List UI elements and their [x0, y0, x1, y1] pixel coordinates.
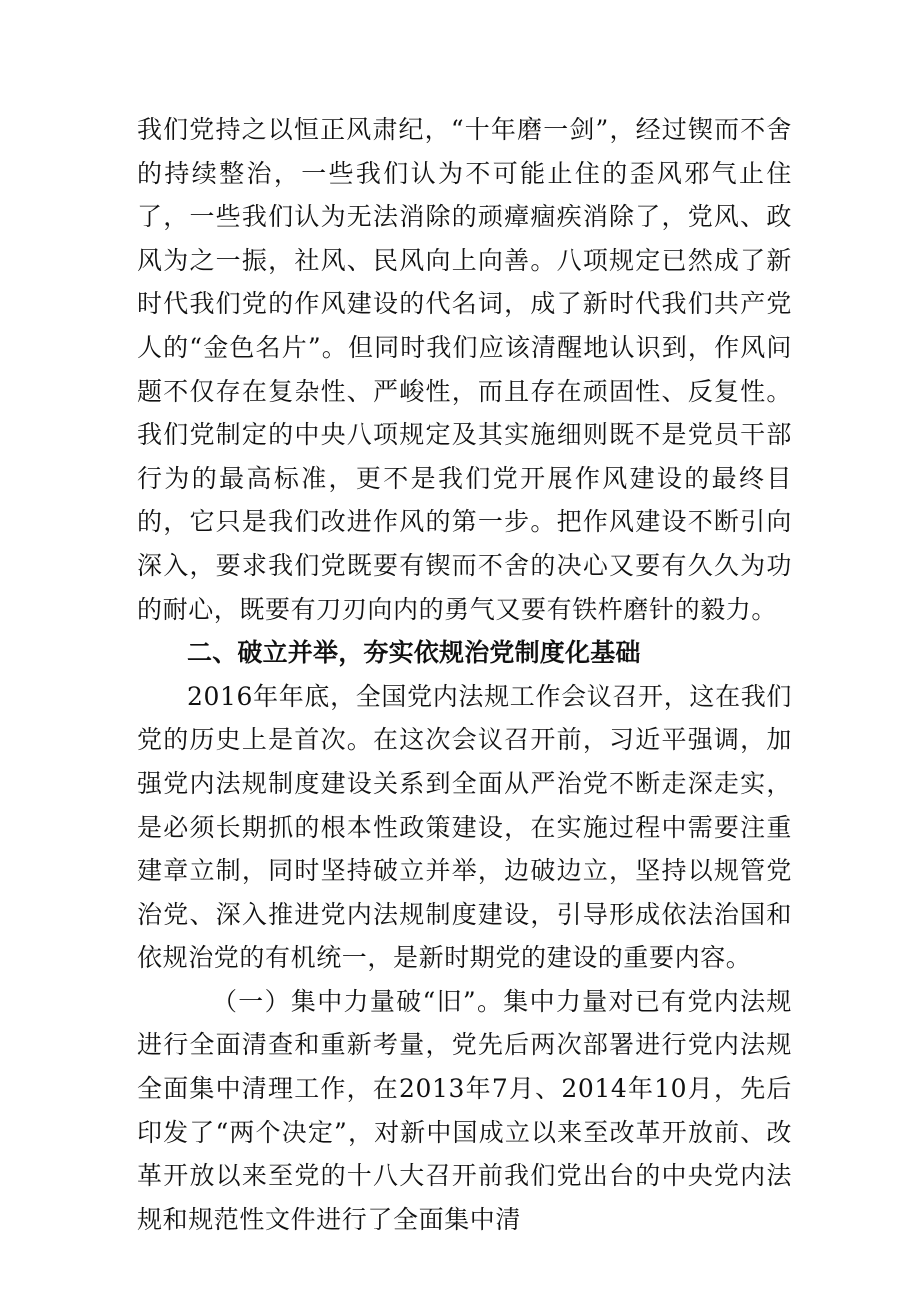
paragraph-2016: 2016年年底，全国党内法规工作会议召开，这在我们党的历史上是首次。在这次会议召开前，习近平强调，加强党内法规制度建设关系到全面从严治党不断走深走实，是必须长期抓的根本性政策建设，在实施过程中需要注重建章立制，同时坚持破立并举，边破边立，坚持以规管党治党、深入推进党内法规制度建设，引导形成依法治国和依规治党的有机统一，是新时期党的建设的重要内容。: [137, 681, 792, 973]
paragraph-continuation: 我们党持之以恒正风肃纪，“十年磨一剑”，经过锲而不舍的持续整治，一些我们认为不可能止住的歪风邪气止住了，一些我们认为无法消除的顽瘴痼疾消除了，党风、政风为之一振，社风、民风向上向善。八项规定已然成了新时代我们党的作风建设的代名词，成了新时代我们共产党人的“金色名片”。但同时我们应该清醒地认识到，作风问题不仅存在复杂性、严峻性，而且存在顽固性、反复性。我们党制定的中央八项规定及其实施细则既不是党员干部行为的最高标准，更不是我们党开展作风建设的最终目的，它只是我们改进作风的第一步。把作风建设不断引向深入，要求我们党既要有锲而不舍的决心又要有久久为功的耐心，既要有刀刃向内的勇气又要有铁杵磨针的毅力。: [137, 115, 792, 624]
document-body: [137, 108, 792, 1241]
section-heading: 二、破立并举，夯实依规治党制度化基础: [187, 638, 641, 668]
paragraph-subsection-one: （一）集中力量破“旧”。集中力量对已有党内法规进行全面清查和重新考量，党先后两次部署进行党内法规全面集中清理工作，在2013年7月、2014年10月，先后印发了“两个决定”，对新中国成立以来至改革开放前、改革开放以来至党的十八大召开前我们党出台的中央党内法规和规范性文件进行了全面集中清: [137, 986, 792, 1234]
